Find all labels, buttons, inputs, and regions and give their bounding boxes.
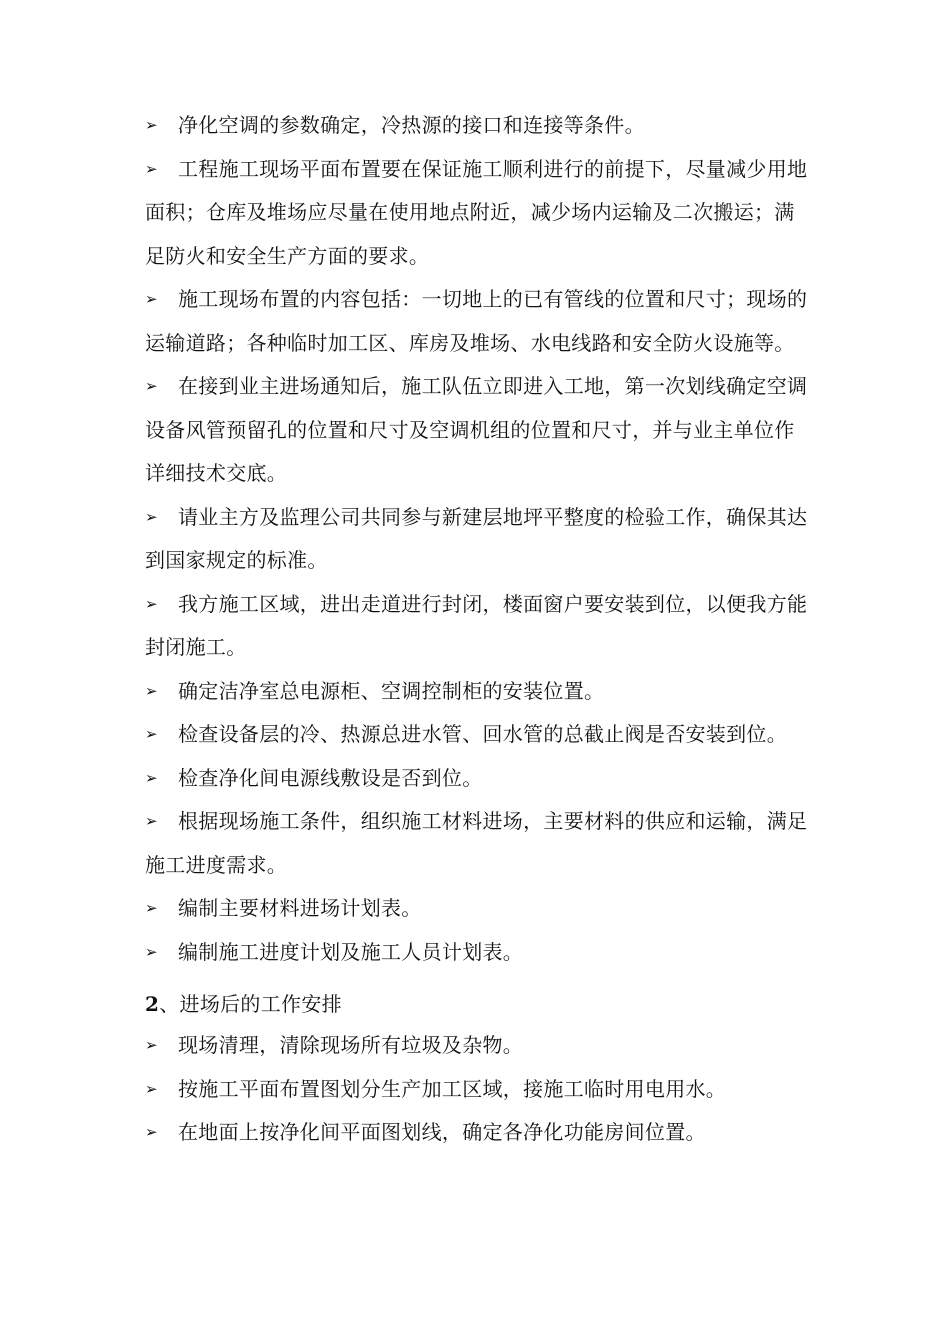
list-item <box>145 1024 810 1068</box>
list-item <box>145 583 810 670</box>
arrow-bullet-icon: ➢ <box>145 725 158 743</box>
list-item-text: 现场清理，清除现场所有垃圾及杂物。 <box>178 1033 524 1057</box>
list-item <box>145 931 810 975</box>
document-body <box>145 104 810 1155</box>
list-item <box>145 713 810 757</box>
list-item-text: 工程施工现场平面布置要在保证施工顺利进行的前提下，尽量减少用地面积；仓库及堆场应尽量在使用地点附近，减少场内运输及二次搬运；满足防火和安全生产方面的要求。 <box>145 156 808 268</box>
arrow-bullet-icon: ➢ <box>145 681 158 700</box>
section-title: 、进场后的工作安排 <box>159 992 342 1016</box>
arrow-bullet-icon: ➢ <box>145 942 158 961</box>
list-item <box>145 800 810 887</box>
list-item-text: 在地面上按净化间平面图划线，确定各净化功能房间位置。 <box>178 1120 706 1144</box>
arrow-bullet-icon: ➢ <box>145 768 158 787</box>
arrow-bullet-icon: ➢ <box>145 594 158 613</box>
list-item-text: 请业主方及监理公司共同参与新建层地坪平整度的检验工作，确保其达到国家规定的标准。 <box>145 504 808 572</box>
arrow-bullet-icon: ➢ <box>145 377 158 395</box>
arrow-bullet-icon: ➢ <box>145 1123 158 1141</box>
list-item-text: 净化空调的参数确定，冷热源的接口和连接等条件。 <box>178 113 645 137</box>
list-item <box>145 278 810 365</box>
list-item-text: 编制施工进度计划及施工人员计划表。 <box>178 939 524 964</box>
list-item <box>145 496 810 583</box>
list-item-text: 我方施工区域，进出走道进行封闭，楼面窗户要安装到位，以便我方能封闭施工。 <box>145 591 808 659</box>
list-item <box>145 148 810 279</box>
section-number: 2 <box>145 992 160 1016</box>
list-item <box>145 887 810 931</box>
list-item-text: 确定洁净室总电源柜、空调控制柜的安装位置。 <box>178 678 605 703</box>
list-item-text: 编制主要材料进场计划表。 <box>178 896 422 920</box>
list-item-text: 按施工平面布置图划分生产加工区域，接施工临时用电用水。 <box>178 1076 727 1101</box>
list-item <box>145 670 810 714</box>
arrow-bullet-icon: ➢ <box>145 116 158 134</box>
arrow-bullet-icon: ➢ <box>145 159 158 178</box>
list-item <box>145 757 810 801</box>
arrow-bullet-icon: ➢ <box>145 1036 158 1054</box>
list-item-text: 施工现场布置的内容包括：一切地上的已有管线的位置和尺寸；现场的运输道路；各种临时加工区、库房及堆场、水电线路和安全防火设施等。 <box>145 287 808 355</box>
list-item-text: 检查净化间电源线敷设是否到位。 <box>178 765 483 790</box>
list-item <box>145 365 810 496</box>
list-item <box>145 1068 810 1112</box>
arrow-bullet-icon: ➢ <box>145 899 158 917</box>
list-item-text: 检查设备层的冷、热源总进水管、回水管的总截止阀是否安装到位。 <box>178 722 787 746</box>
list-item-text: 在接到业主进场通知后，施工队伍立即进入工地，第一次划线确定空调设备风管预留孔的位置和尺寸及空调机组的位置和尺寸，并与业主单位作详细技术交底。 <box>145 374 808 485</box>
arrow-bullet-icon: ➢ <box>145 812 158 830</box>
arrow-bullet-icon: ➢ <box>145 1079 158 1098</box>
arrow-bullet-icon: ➢ <box>145 290 158 308</box>
list-item <box>145 104 810 148</box>
arrow-bullet-icon: ➢ <box>145 507 158 526</box>
section-heading <box>145 984 810 1024</box>
list-item-text: 根据现场施工条件，组织施工材料进场，主要材料的供应和运输，满足施工进度需求。 <box>145 809 808 877</box>
list-item <box>145 1111 810 1155</box>
